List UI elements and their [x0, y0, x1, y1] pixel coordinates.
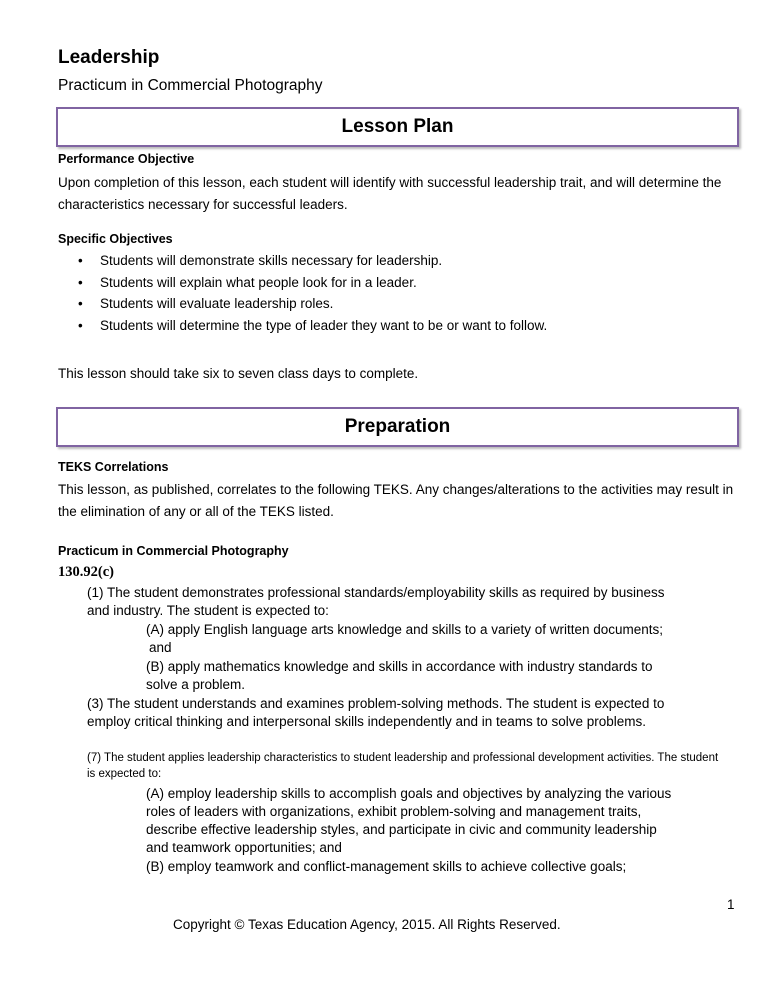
page-number: 1 — [727, 897, 735, 912]
teks-item-1: (1) The student demonstrates professional standards/employability skills as required by business and industry. The student is expected to: — [87, 585, 665, 618]
course-heading: Practicum in Commercial Photography — [58, 544, 289, 558]
bullet-icon: • — [78, 274, 83, 290]
teks-item-1a-cont: and — [149, 640, 172, 655]
list-item: • Students will explain what people look for in a leader. — [58, 272, 547, 294]
lesson-duration-text: This lesson should take six to seven class days to complete. — [58, 366, 419, 381]
bullet-icon: • — [78, 253, 83, 268]
teks-correlations-text: This lesson, as published, correlates to the following TEKS. Any changes/alterations to the activities may result in the elimination of any or all of the TEKS listed. — [58, 482, 734, 519]
teks-item-7a: (A) employ leadership skills to accomplish goals and objectives by analyzing the various roles of leaders with organizations, exhibit problem-solving and management traits, describe effective leadership styles, and participate in civic and community leadership and teamwork opportunities; and — [146, 786, 672, 855]
preparation-heading: Preparation — [56, 407, 739, 447]
teks-code: 130.92(c) — [58, 564, 114, 580]
specific-objectives-heading: Specific Objectives — [58, 232, 173, 246]
objectives-list — [58, 250, 547, 336]
teks-item-7b: (B) employ teamwork and conflict-management skills to achieve collective goals; — [146, 859, 627, 874]
copyright-footer: Copyright © Texas Education Agency, 2015. All Rights Reserved. — [173, 917, 561, 932]
lesson-plan-heading: Lesson Plan — [56, 107, 739, 147]
performance-objective-text: Upon completion of this lesson, each student will identify with successful leadership trait, and will determine the characteristics necessary for successful leaders. — [58, 175, 722, 212]
teks-item-3: (3) The student understands and examines problem-solving methods. The student is expected to employ critical thinking and interpersonal skills independently and in teams to solve problems. — [87, 696, 665, 729]
teks-item-7: (7) The student applies leadership characteristics to student leadership and professional development activities. The student is expected to: — [87, 752, 719, 780]
list-item: • Students will demonstrate skills necessary for leadership. — [58, 250, 547, 272]
bullet-icon: • — [78, 296, 83, 311]
teks-item-1b: (B) apply mathematics knowledge and skills in accordance with industry standards to solve a problem. — [146, 659, 653, 692]
bullet-icon: • — [78, 317, 83, 333]
teks-item-1a: (A) apply English language arts knowledge and skills to a variety of written documents; — [146, 622, 664, 637]
list-item: • Students will evaluate leadership roles. — [58, 293, 547, 315]
document-subtitle: Practicum in Commercial Photography — [58, 77, 323, 94]
list-item: • Students will determine the type of leader they want to be or want to follow. — [58, 315, 547, 337]
performance-objective-heading: Performance Objective — [58, 152, 195, 166]
document-title: Leadership — [58, 47, 160, 68]
teks-correlations-heading: TEKS Correlations — [58, 460, 169, 474]
